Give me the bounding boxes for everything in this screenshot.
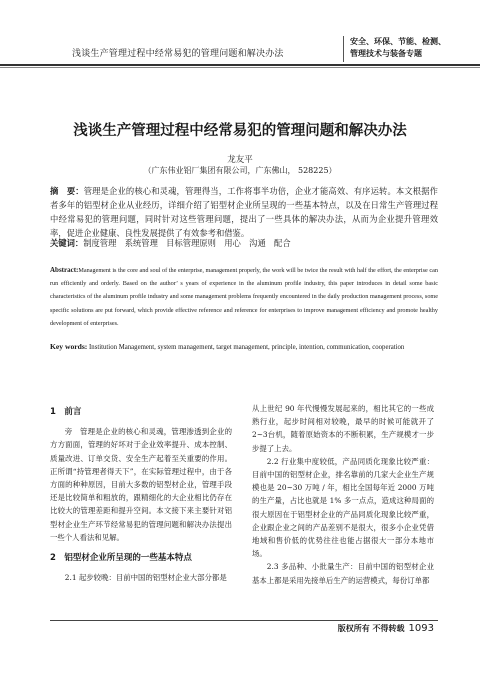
en-keywords	[50, 341, 438, 354]
cn-keywords-text: 制度管理 系统管理 目标管理原则 用心 沟通 配合	[83, 238, 291, 248]
en-abstract-text: Management is the core and soul of the enterprise, management properly, the work will be twice the result with half the effort, the enterprise can run efficiently and orderly. Based on the author’ s years of experience in the aluminum profile industry, this paper introduces in detail some basic characteristics of the aluminum profile industry and some management problems frequently encountered in the daily production management process, some specific solutions are put forward, which provide effective reference and reference for enterprises to improve management efficiency and promote healthy development of enterprises.	[50, 267, 438, 327]
section-1-heading: 1 前言	[50, 407, 82, 417]
right-paragraph-2: 2.2 行业集中度较低，产品同质化现象比较严重：目前中国的铝型材企业，排名靠前的几家大企业生产规模也是 20~30 万吨 / 年，相比全国每年近 2000 万吨的生产量，占比也就是 1% 多一点点，造成这种局面的很大原因在于铝型材企业的产品同质化现象比较严重，企业跟企业之间的产品差别不是很大，很多小企业凭借地域和售价低的优势往往也能占据很大一部分本地市场。	[252, 456, 434, 559]
section-2-paragraph: 2.1 起步较晚：目前中国的铝型材企业大部分都是	[64, 573, 227, 583]
cn-keywords	[50, 236, 438, 250]
header-rule	[0, 64, 480, 66]
right-paragraph-1: 从上世纪 90 年代慢慢发展起来的，相比其它的一些成熟行业，起步时间相对较晚，最早的时候可能就开了2~3台机，随着原始资本的不断积累，生产规模才一步步提了上去。	[252, 404, 434, 453]
running-title: 浅谈生产管理过程中经常易犯的管理问题和解决办法	[72, 49, 284, 59]
footer-rule	[50, 620, 438, 621]
body-left-column	[50, 402, 232, 584]
author: 龙友平	[227, 155, 253, 165]
right-paragraph-3: 2.3 多品种、小批量生产：目前中国的铝型材企业基本上都是采用先接单后生产的运营模式，每份订单都	[252, 562, 434, 585]
cn-abstract-text: 管理是企业的核心和灵魂，管理得当，工作将事半功倍，企业才能高效、有序运转。本文根据作者多年的铝型材企业从业经历，详细介绍了铝型材企业所呈现的一些基本特点，以及在日常生产管理过程中经常易犯的管理问题，同时针对这些管理问题，提出了一些具体的解决办法，从而为企业提升管理效率，促进企业健康、良性发展提供了有效参考和借鉴。	[50, 186, 438, 238]
en-abstract-label: Abstract:	[50, 266, 79, 274]
section-1-paragraph: 旁 管理是企业的核心和灵魂，管理渗透到企业的方方面面，管理的好坏对于企业效率提升、成本控制、质量改进、订单交货、安全生产起着至关重要的作用。正所谓“持管理者得天下”，在实际管理过程中，由于各方面的种种原因，目前大多数的铝型材企业，管理手段还是比较简单和粗放的，跟精细化的大企业相比仍存在比较大的管理差距和提升空间。本文接下来主要针对铝型材企业生产环节经常易犯的管理问题和解决办法提出一些个人看法和见解。	[50, 427, 232, 542]
section-2-heading: 2 铝型材企业所呈现的一些基本特点	[50, 553, 192, 564]
en-keywords-label: Key words:	[50, 342, 88, 351]
cn-abstract	[50, 184, 438, 240]
en-keywords-text: Institution Management, system management, target management, principle, intention, communication, cooperation	[89, 344, 405, 351]
paper-title: 浅谈生产管理过程中经常易犯的管理问题和解决办法	[73, 123, 407, 139]
cn-abstract-label: 摘 要：	[50, 186, 84, 196]
copyright-notice: 版权所有 不得转载	[337, 624, 405, 633]
body-right-column	[252, 402, 434, 587]
running-header	[0, 37, 480, 64]
column-label-line1: 安全、环保、节能、检测、	[350, 37, 446, 46]
affiliation: （广东伟业铝厂集团有限公司，广东佛山， 528225）	[143, 166, 337, 175]
en-abstract	[50, 264, 438, 330]
header-rule-thin	[0, 67, 480, 68]
column-label	[343, 36, 446, 62]
column-label-line2: 管理技术与装备专题	[350, 49, 422, 58]
footer-text	[338, 623, 434, 634]
cn-keywords-label: 关键词：	[50, 238, 84, 248]
page-number: 1093	[408, 623, 434, 634]
